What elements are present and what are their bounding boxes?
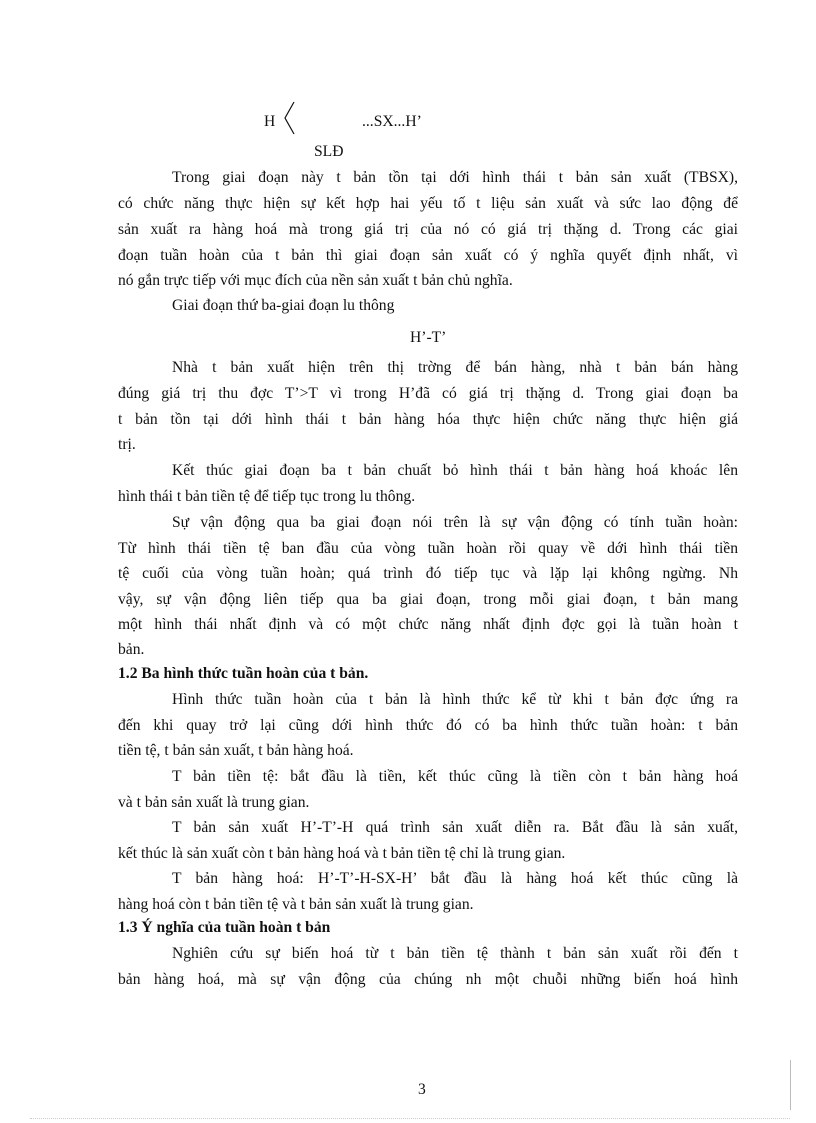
page-margin-mark [790,1060,791,1110]
para4-line: vậy, sự vận động liên tiếp qua ba giai đoạn, trong mỗi giai đoạn, t bản mang [118,591,738,608]
para9-line: Nghiên cứu sự biến hoá từ t bản tiền tệ thành t bản sản xuất rồi đến t [172,945,738,962]
para1-line: đoạn tuần hoàn của t bản thì giai đoạn sản xuất có ý nghĩa quyết định nhất, vì [118,247,738,264]
page-bottom-border [30,1118,790,1119]
para7-line: kết thúc là sản xuất còn t bản hàng hoá và t bản tiền tệ chỉ là trung gian. [118,845,566,862]
para6-line: T bản tiền tệ: bắt đầu là tiền, kết thúc cũng là tiền còn t bản hàng hoá [172,768,738,785]
para1-line: có chức năng thực hiện sự kết hợp hai yếu tố t liệu sản xuất và sức lao động để [118,195,738,212]
page-number: 3 [418,1081,426,1098]
para8-line: hàng hoá còn t bản tiền tệ và t bản sản xuất là trung gian. [118,896,474,913]
section-heading-1-3: 1.3 Ý nghĩa của tuần hoàn t bản [118,919,331,936]
para1-line: Trong giai đoạn này t bản tồn tại dới hình thái t bản sản xuất (TBSX), [172,169,738,186]
para4-line: tệ cuối của vòng tuần hoàn; quá trình đó tiếp tục và lặp lại không ngừng. Nh [118,565,738,582]
angle-bracket-icon [282,100,300,140]
para8-line: T bản hàng hoá: H’-T’-H-SX-H’ bắt đầu là hàng hoá kết thúc cũng là [172,870,738,887]
para5-line: đến khi quay trở lại cũng dới hình thức đó có ba hình thức tuần hoàn: t bản [118,717,738,734]
formula-sx: ...SX...H’ [362,113,422,130]
section-heading-1-2: 1.2 Ba hình thức tuần hoàn của t bản. [118,665,369,682]
stage3-title: Giai đoạn thứ ba-giai đoạn lu thông [172,297,395,314]
para3-line: Kết thúc giai đoạn ba t bản chuất bỏ hình thái t bản hàng hoá khoác lên [172,462,738,479]
para4-line: Sự vận động qua ba giai đoạn nói trên là sự vận động có tính tuần hoàn: [172,514,738,531]
para2-line: trị. [118,436,136,453]
para3-line: hình thái t bản tiền tệ để tiếp tục trong lu thông. [118,488,416,505]
para2-line: Nhà t bản xuất hiện trên thị trờng để bán hàng, nhà t bản bán hàng [172,359,738,376]
para2-line: đúng giá trị thu đợc T’>T vì trong H’đã có giá trị thặng d. Trong giai đoạn ba [118,385,738,402]
para5-line: Hình thức tuần hoàn của t bản là hình thức kể từ khi t bản đợc ứng ra [172,691,738,708]
para4-line: Từ hình thái tiền tệ ban đầu của vòng tuần hoàn rồi quay về dới hình thái tiền [118,540,738,557]
formula-h: H [264,113,276,130]
para2-line: t bản tồn tại dới hình thái t bản hàng hóa thực hiện chức năng thực hiện giá [118,411,738,428]
para4-line: bản. [118,641,145,658]
para4-line: một hình thái nhất định và có một chức năng nhất định đợc gọi là tuần hoàn t [118,616,738,633]
para6-line: và t bản sản xuất là trung gian. [118,794,310,811]
para5-line: tiền tệ, t bản sản xuất, t bản hàng hoá. [118,742,354,759]
para7-line: T bản sản xuất H’-T’-H quá trình sản xuất diễn ra. Bắt đầu là sản xuất, [172,819,738,836]
para1-line: nó gắn trực tiếp với mục đích của nền sản xuất t bản chủ nghĩa. [118,272,513,289]
para9-line: bản hàng hoá, mà sự vận động của chúng nh một chuỗi những biến hoá hình [118,971,738,988]
formula-sld: SLĐ [314,143,344,160]
para1-line: sản xuất ra hàng hoá mà trong giá trị của nó có giá trị thặng d. Trong các giai [118,221,738,238]
formula-ht: H’-T’ [410,329,447,346]
